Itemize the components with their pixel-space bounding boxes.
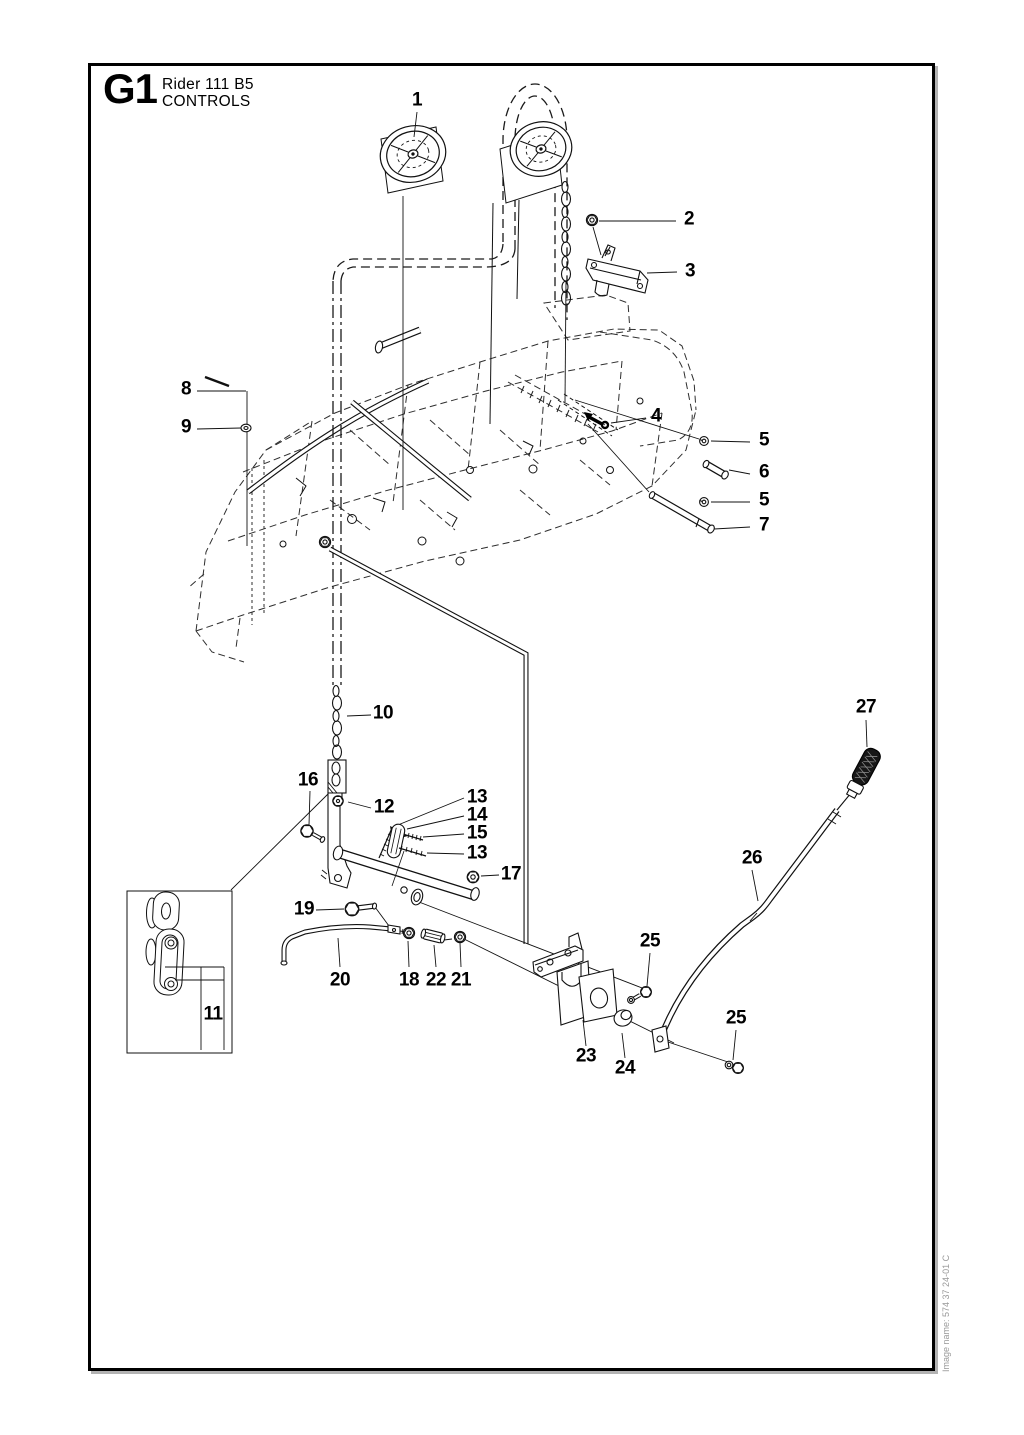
callout-3: 3 — [684, 260, 696, 282]
callout-10: 10 — [372, 702, 394, 724]
callout-13: 13 — [466, 786, 488, 808]
callout-12: 12 — [373, 796, 395, 818]
section-title: CONTROLS — [162, 93, 251, 110]
callout-16: 16 — [297, 769, 319, 791]
callout-6: 6 — [758, 461, 770, 483]
callout-1: 1 — [411, 89, 423, 111]
callout-25: 25 — [639, 930, 661, 952]
part-pin-8 — [205, 377, 229, 386]
part-clip-5-lower — [699, 498, 708, 507]
callout-27: 27 — [855, 696, 877, 718]
callout-26: 26 — [741, 847, 763, 869]
callout-25: 25 — [725, 1007, 747, 1029]
part-bolt-19 — [345, 902, 377, 916]
callout-17: 17 — [500, 863, 522, 885]
part-nut-18 — [403, 927, 414, 938]
part-bolt-12 — [333, 796, 343, 806]
part-pin-7 — [648, 491, 715, 534]
callout-19: 19 — [293, 898, 315, 920]
section-code: G1 — [103, 65, 158, 112]
part-stud-15 — [404, 833, 423, 841]
part-bolt-25-lower — [725, 1061, 743, 1073]
callout-11: 11 — [203, 1003, 223, 1025]
callout-5: 5 — [758, 429, 770, 451]
inset-box — [127, 891, 232, 1053]
callout-20: 20 — [329, 969, 351, 991]
callout-23: 23 — [575, 1045, 597, 1067]
callout-18: 18 — [398, 969, 420, 991]
part-clip-5-upper — [699, 437, 708, 446]
part-washer-9 — [241, 424, 251, 432]
part-nut-21 — [454, 931, 465, 942]
callout-9: 9 — [180, 416, 192, 438]
part-chain-10 — [328, 686, 346, 794]
callout-13: 13 — [466, 842, 488, 864]
model-name: Rider 111 B5 — [162, 76, 254, 93]
part-grip-27 — [843, 746, 883, 800]
frame-tubes — [248, 200, 643, 565]
part-rod-20 — [281, 925, 412, 965]
callout-5: 5 — [758, 489, 770, 511]
part-nut-2 — [586, 214, 597, 225]
footer-note: Image name: 574 37 24-01 C — [941, 1254, 951, 1372]
chain-rack-ticks — [521, 386, 596, 431]
parts — [205, 214, 883, 1073]
callout-4: 4 — [650, 405, 662, 427]
part-bolt-25-upper — [628, 987, 652, 1004]
callout-15: 15 — [466, 822, 488, 844]
callout-21: 21 — [450, 969, 472, 991]
callout-24: 24 — [614, 1057, 636, 1079]
callout-7: 7 — [758, 514, 770, 536]
part-pin-6 — [702, 459, 730, 480]
leader-lines — [197, 112, 867, 1062]
part-turnbuckle-22 — [420, 928, 452, 944]
part-bolt-16 — [301, 825, 326, 843]
part-bracket-3 — [586, 245, 648, 296]
callout-8: 8 — [180, 378, 192, 400]
callout-22: 22 — [425, 969, 447, 991]
callout-2: 2 — [683, 208, 695, 230]
part-nut-17 — [467, 871, 479, 883]
part-lever-26 — [652, 793, 851, 1052]
part-plate-arm — [321, 793, 351, 888]
callout-14: 14 — [466, 804, 488, 826]
